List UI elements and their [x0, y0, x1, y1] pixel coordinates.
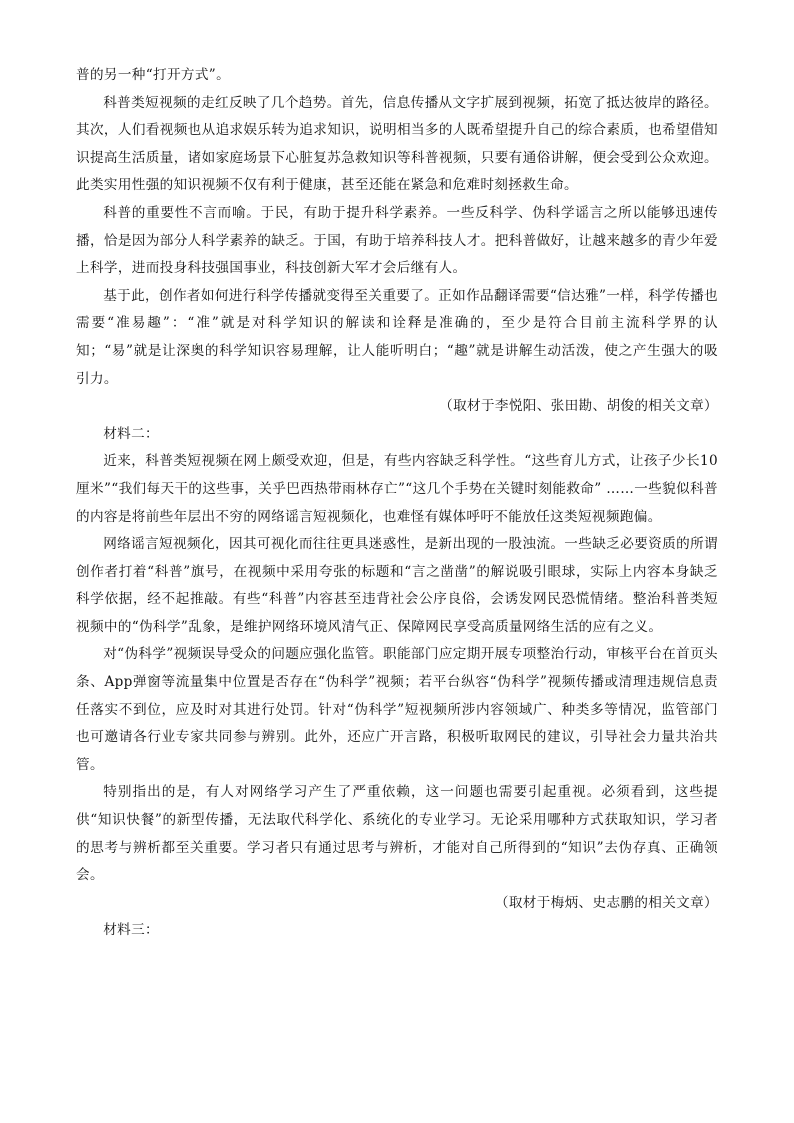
paragraph-regulation: 对“伪科学”视频误导受众的问题应强化监管。职能部门应定期开展专项整治行动，审核平台在首页头条、App弹窗等流量集中位置是否存在“伪科学”视频；若平台纵容“伪科学”视频传播或清理违规信息责任落实不到位，应及时对其进行处罚。针对“伪科学”短视频所涉内容领域广、种类多等情况，监管部门也可邀请各行业专家共同参与辨别。此外，还应广开言路，积极听取网民的建议，引导社会力量共治共管。: [76, 646, 718, 773]
paragraph-rumor-videos: 网络谣言短视频化，因其可视化而往往更具迷惑性，是新出现的一股浊流。一些缺乏必要资质的所谓创作者打着“科普”旗号，在视频中采用夸张的标题和“言之凿凿”的解说吸引眼球，实际上内容本身缺乏科学依据，经不起推敲。有些“科普”内容甚至违背社会公序良俗，会诱发网民恐慌情绪。整治科普类短视频中的“伪科学”乱象，是维护网络环境风清气正、保障网民享受高质量网络生活的应有之义。: [76, 536, 718, 635]
material-three-label: 材料三：: [103, 922, 159, 939]
paragraph-trends: 科普类短视频的走红反映了几个趋势。首先，信息传播从文字扩展到视频，拓宽了抵达彼岸的路径。其次，人们看视频也从追求娱乐转为追求知识，说明相当多的人既希望提升自己的综合素质，也希望借知识提高生活质量，诸如家庭场景下心脏复苏急救知识等科普视频，只要有通俗讲解，便会受到公众欢迎。此类实用性强的知识视频不仅有利于健康，甚至还能在紧急和危难时刻拯救生命。: [76, 94, 718, 194]
paragraph-pseudo-science: 近来，科普类短视频在网上颇受欢迎，但是，有些内容缺乏科学性。“这些育儿方式，让孩子少长10厘米”“我们每天干的这些事，关乎巴西热带雨林存亡”“这几个手势在关键时刻能救命” ……一些貌似科普的内容是将前些年层出不穷的网络谣言短视频化，也难怪有媒体呼吁不能放任这类短视频跑偏。: [76, 453, 718, 525]
source-citation-2: （取材于梅炳、史志鹏的相关文章）: [494, 894, 718, 911]
intro-line: 普的另一种“打开方式”。: [76, 67, 231, 83]
document-body: [76, 62, 718, 945]
material-two-label: 材料二：: [103, 425, 159, 442]
paragraph-importance: 科普的重要性不言而喻。于民，有助于提升科学素养。一些反科学、伪科学谣言之所以能够迅速传播，恰是因为部分人科学素养的缺乏。于国，有助于培养科技人才。把科普做好，让越来越多的青少年爱上科学，进而投身科技强国事业，科技创新大军才会后继有人。: [76, 204, 718, 277]
paragraph-science-communication: 基于此，创作者如何进行科学传播就变得至关重要了。正如作品翻译需要“信达雅”一样，科学传播也需要“准易趣”：“准”就是对科学知识的解读和诠释是准确的，至少是符合目前主流科学界的认知；“易”就是让深奥的科学知识容易理解，让人能听明白；“趣”就是讲解生动活泼，使之产生强大的吸引力。: [76, 287, 718, 387]
source-citation-1: （取材于李悦阳、张田勘、胡俊的相关文章）: [439, 398, 718, 415]
paragraph-learning: 特别指出的是，有人对网络学习产生了严重依赖，这一问题也需要引起重视。必须看到，这些提供“知识快餐”的新型传播，无法取代科学化、系统化的专业学习。无论采用哪种方式获取知识，学习者的思考与辨析都至关重要。学习者只有通过思考与辨析，才能对自己所得到的“知识”去伪存真、正确领会。: [76, 784, 718, 884]
